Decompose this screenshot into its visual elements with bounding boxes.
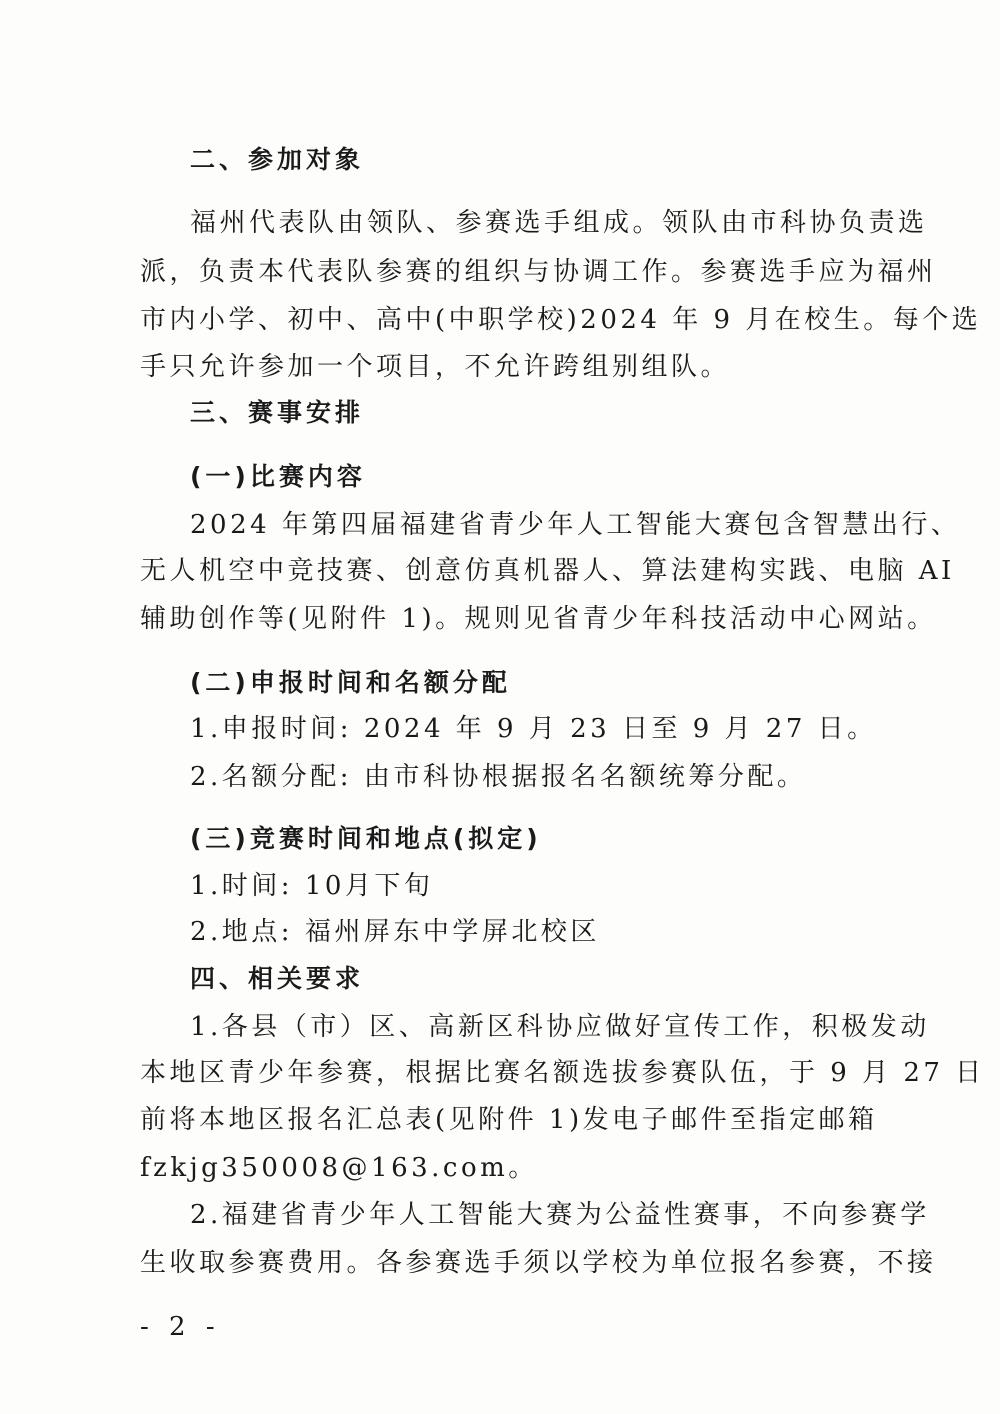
list-item: 2.地点: 福州屏东中学屏北校区: [190, 917, 600, 947]
paragraph-line: 手只允许参加一个项目，不允许跨组别组队。: [140, 352, 731, 382]
paragraph-line: 2024 年第四届福建省青少年人工智能大赛包含智慧出行、: [190, 510, 961, 540]
paragraph-line: fzkjg350008@163.com。: [140, 1153, 538, 1183]
list-item: 1.时间: 10月下旬: [190, 871, 434, 901]
section-heading-requirements: 四、相关要求: [190, 964, 365, 993]
section-heading-participants: 二、参加对象: [190, 145, 365, 174]
paragraph-line: 福州代表队由领队、参赛选手组成。领队由市科协负责选: [190, 208, 928, 238]
section-heading-schedule: 三、赛事安排: [190, 398, 365, 427]
page-number: - 2 -: [140, 1312, 221, 1342]
subsection-heading-content: (一)比赛内容: [190, 462, 366, 491]
paragraph-line: 1.各县（市）区、高新区科协应做好宣传工作，积极发动: [190, 1012, 930, 1042]
paragraph-line: 辅助创作等(见附件 1)。规则见省青少年科技活动中心网站。: [140, 604, 937, 634]
paragraph-line: 无人机空中竞技赛、创意仿真机器人、算法建构实践、电脑 AI: [140, 556, 955, 586]
paragraph-line: 市内小学、初中、高中(中职学校)2024 年 9 月在校生。每个选: [140, 305, 982, 335]
list-item: 1.申报时间: 2024 年 9 月 23 日至 9 月 27 日。: [190, 714, 877, 744]
paragraph-line: 前将本地区报名汇总表(见附件 1)发电子邮件至指定邮箱: [140, 1105, 878, 1135]
paragraph-line: 2.福建省青少年人工智能大赛为公益性赛事，不向参赛学: [190, 1200, 930, 1230]
subsection-heading-registration: (二)申报时间和名额分配: [190, 668, 511, 697]
subsection-heading-time-location: (三)竞赛时间和地点(拟定): [190, 824, 542, 853]
paragraph-line: 本地区青少年参赛，根据比赛名额选拔参赛队伍，于 9 月 27 日: [140, 1058, 985, 1088]
paragraph-line: 派，负责本代表队参赛的组织与协调工作。参赛选手应为福州: [140, 257, 937, 287]
paragraph-line: 生收取参赛费用。各参赛选手须以学校为单位报名参赛，不接: [140, 1248, 937, 1278]
list-item: 2.名额分配: 由市科协根据报名名额统筹分配。: [190, 762, 807, 792]
